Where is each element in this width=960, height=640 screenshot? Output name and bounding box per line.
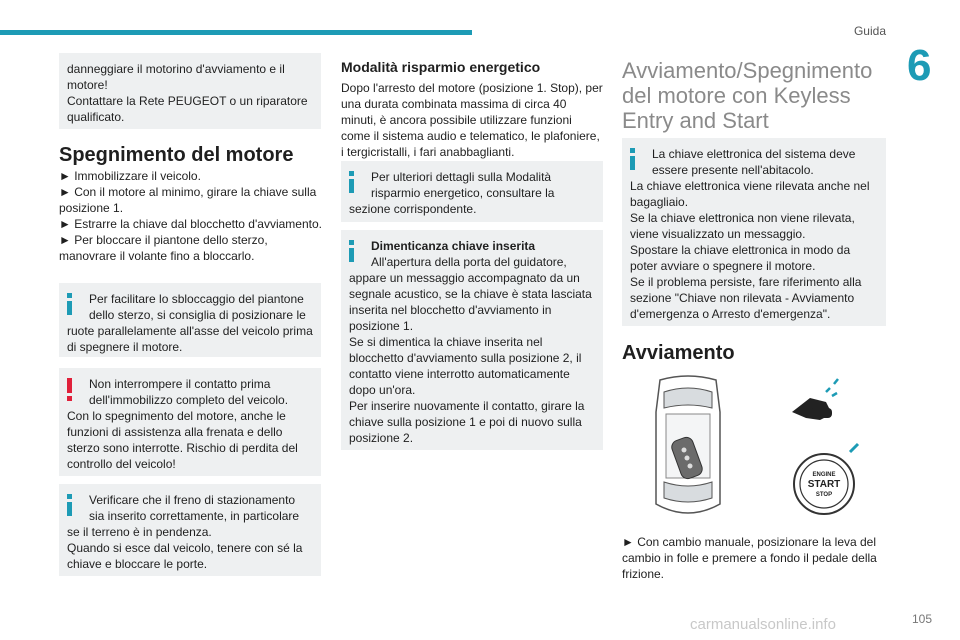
energy-saving-intro: Dopo l'arresto del motore (posizione 1. Stop), per una durata combinata massima di circa 40 minuti, è ancora possibile utilizzare funzioni come il sistema audio e telematico, le plafoniere, i tergicristalli, i fari anabbaglianti. [341, 81, 603, 159]
manual-gearbox-step: ► Con cambio manuale, posizionare la leva del cambio in folle e premere a fondo il pedale della frizione. [622, 535, 877, 581]
chapter-number: 6 [907, 41, 932, 90]
info-note-electronic-key: La chiave elettronica del sistema deve essere presente nell'abitacolo. La chiave elettronica viene rilevata anche nel bagagliaio. Se la chiave elettronica non viene rilevata, viene visualizzato un messaggio. Spostare la chiave elettronica in modo da poter avviare o spegnere il motore. Se il problema persiste, fare riferimento alla sezione "Chiave non rilevata - Avviamento d'emergenza o Arresto d'emergenza". [622, 138, 886, 326]
info-note-key-forgotten: Dimenticanza chiave inserita All'apertura della porta del guidatore, appare un messaggio accompagnato da un segnale acustico, se la chiave è stata lasciata inserita nel blocchetto d'avviamento in posizione 1. Se si dimentica la chiave inserita nel blocchetto d'avviamento sulla posizione 2, il contatto viene interrotto automaticamente dopo un'ora. Per inserire nuovamente il contatto, girare la chiave sulla posizione 1 e poi di nuovo sulla posizione 2. [341, 230, 603, 450]
button-text-stop: STOP [815, 492, 833, 498]
section-header-title: Guida [853, 24, 886, 38]
info-icon [630, 148, 635, 170]
info-icon [67, 293, 72, 315]
heading-engine-stop: Spegnimento del motore [59, 144, 294, 166]
info-icon [67, 494, 72, 516]
header-accent-bar [0, 30, 472, 35]
keyless-start-illustration [620, 372, 890, 527]
hand-press-icon [792, 379, 838, 420]
keyless-section-title: Avviamento/Spegnimento del motore con Keyless Entry and Start [622, 58, 873, 133]
info-icon [349, 171, 354, 193]
info-icon [349, 240, 354, 262]
continued-warning-box: danneggiare il motorino d'avviamento e il motore! Contattare la Rete PEUGEOT o un riparatore qualificato. [59, 53, 321, 129]
info-note-steering: Per facilitare lo sbloccaggio del piantone dello sterzo, si consiglia di posizionare le ruote parallelamente all'asse del veicolo prima di spegnere il motore. [59, 283, 321, 357]
watermark: carmanualsonline.info [690, 616, 836, 633]
button-text-start: START [807, 479, 841, 490]
info-note-parking-brake: Verificare che il freno di stazionamento sia inserito correttamente, in particolare se il terreno è in pendenza. Quando si esce dal veicolo, tenere con sé la chiave e bloccare le porte. [59, 484, 321, 576]
page-number: 105 [911, 612, 932, 626]
engine-stop-steps: ► Immobilizzare il veicolo. ► Con il motore al minimo, girare la chiave sulla posizione 1. ► Estrarre la chiave dal blocchetto d'avviamento. ► Per bloccare il piantone dello sterzo, manovrare il volante fino a bloccarlo. [59, 169, 322, 263]
button-text-engine: ENGINE [812, 472, 836, 478]
heading-energy-saving: Modalità risparmio energetico [341, 59, 541, 75]
heading-startup: Avviamento [622, 342, 735, 364]
warning-icon [67, 378, 72, 400]
warning-note-ignition: Non interrompere il contatto prima dell'immobilizzo completo del veicolo. Con lo spegnimento del motore, anche le funzioni di assistenza alla frenata e dello sterzo sono interrotte. Rischio di perdita del controllo del veicolo! [59, 368, 321, 476]
info-note-energy-mode: Per ulteriori dettagli sulla Modalità risparmio energetico, consultare la sezione corrispondente. [341, 161, 603, 222]
